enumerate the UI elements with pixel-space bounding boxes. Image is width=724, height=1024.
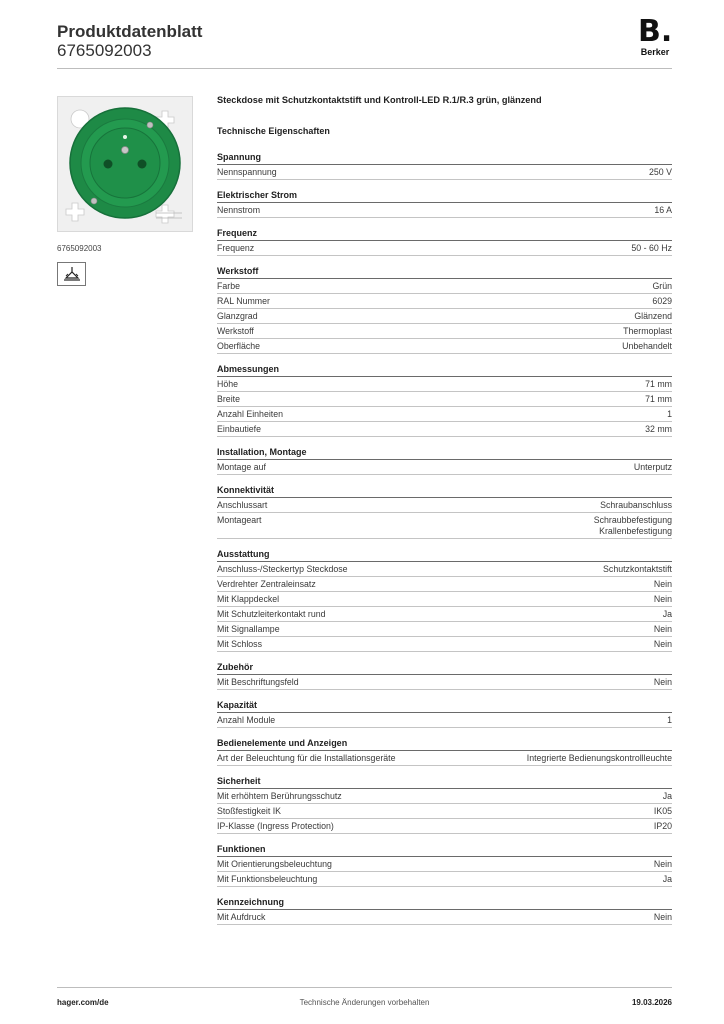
page-footer xyxy=(57,987,672,1016)
property-row xyxy=(217,789,672,804)
property-label: Montage auf xyxy=(217,462,266,472)
property-value-line: Nein xyxy=(653,594,672,604)
properties-heading: Technische Eigenschaften xyxy=(217,126,330,136)
property-value xyxy=(645,424,672,435)
property-label: Mit Beschriftungsfeld xyxy=(217,677,299,687)
property-value-line: Ja xyxy=(662,791,672,801)
property-value-line: Nein xyxy=(653,639,672,649)
property-value-line: Nein xyxy=(653,579,672,589)
document-number: 6765092003 xyxy=(57,41,152,60)
property-row xyxy=(217,513,672,539)
section-title: Spannung xyxy=(217,152,672,165)
footer-note: Technische Änderungen vorbehalten xyxy=(299,998,430,1007)
property-label: IP-Klasse (Ingress Protection) xyxy=(217,821,334,831)
property-label: Farbe xyxy=(217,281,240,291)
property-value xyxy=(600,500,672,511)
property-row xyxy=(217,203,672,218)
property-value-line: 71 mm xyxy=(645,379,672,389)
property-row xyxy=(217,377,672,392)
property-value xyxy=(654,821,672,832)
property-section xyxy=(217,266,672,354)
property-section xyxy=(217,662,672,690)
section-title: Abmessungen xyxy=(217,364,672,377)
property-value xyxy=(663,609,672,620)
property-row xyxy=(217,165,672,180)
property-label: Verdrehter Zentraleinsatz xyxy=(217,579,316,589)
property-value xyxy=(623,326,672,337)
property-row xyxy=(217,804,672,819)
property-row xyxy=(217,592,672,607)
section-title: Installation, Montage xyxy=(217,447,672,460)
section-title: Konnektivität xyxy=(217,485,672,498)
property-value xyxy=(631,243,672,254)
property-value-line: IK05 xyxy=(653,806,672,816)
property-value-line: Schraubbefestigung xyxy=(593,515,672,525)
property-row xyxy=(217,407,672,422)
property-value xyxy=(527,753,672,764)
product-image xyxy=(57,96,193,232)
property-value xyxy=(654,624,672,635)
property-value-line: Unterputz xyxy=(633,462,672,472)
section-title: Sicherheit xyxy=(217,776,672,789)
property-sections xyxy=(217,152,672,925)
property-row xyxy=(217,498,672,513)
property-value xyxy=(667,409,672,420)
property-label: Mit Klappdeckel xyxy=(217,594,280,604)
property-value-line: Integrierte Bedienungskontrollleuchte xyxy=(526,753,672,763)
property-label: Mit Schutzleiterkontakt rund xyxy=(217,609,326,619)
property-value xyxy=(663,874,672,885)
property-label: Höhe xyxy=(217,379,239,389)
property-label: Mit Schloss xyxy=(217,639,262,649)
property-value-line: Schraubanschluss xyxy=(600,500,672,510)
property-label: Mit Signallampe xyxy=(217,624,280,634)
property-value xyxy=(654,205,672,216)
property-label: Nennspannung xyxy=(217,167,277,177)
footer-date: 19.03.2026 xyxy=(631,998,672,1007)
property-section xyxy=(217,776,672,834)
property-value-line: Schutzkontaktstift xyxy=(603,564,672,574)
property-label: Werkstoff xyxy=(217,326,254,336)
property-section xyxy=(217,549,672,652)
property-value-line: IP20 xyxy=(653,821,672,831)
property-label: Anzahl Einheiten xyxy=(217,409,284,419)
property-value-line: Nein xyxy=(653,624,672,634)
section-title: Kapazität xyxy=(217,700,672,713)
property-row xyxy=(217,460,672,475)
section-title: Kennzeichnung xyxy=(217,897,672,910)
property-value xyxy=(654,677,672,688)
property-label: Anzahl Module xyxy=(217,715,276,725)
property-label: Glanzgrad xyxy=(217,311,258,321)
section-title: Zubehör xyxy=(217,662,672,675)
property-value xyxy=(654,859,672,870)
property-value-line: 50 - 60 Hz xyxy=(631,243,672,253)
property-label: Stoßfestigkeit IK xyxy=(217,806,282,816)
property-label: Mit Aufdruck xyxy=(217,912,266,922)
property-value-line: 32 mm xyxy=(645,424,672,434)
property-row xyxy=(217,241,672,256)
property-value xyxy=(649,167,672,178)
property-value xyxy=(654,806,672,817)
property-value xyxy=(654,579,672,590)
property-label: Nennstrom xyxy=(217,205,261,215)
property-row xyxy=(217,872,672,887)
section-title: Funktionen xyxy=(217,844,672,857)
property-label: Breite xyxy=(217,394,240,404)
property-row xyxy=(217,392,672,407)
property-value xyxy=(645,394,672,405)
property-label: Mit Funktionsbeleuchtung xyxy=(217,874,318,884)
property-value-line: 250 V xyxy=(649,167,672,177)
property-value xyxy=(645,379,672,390)
property-row xyxy=(217,562,672,577)
property-value xyxy=(634,311,672,322)
property-value-line: 1 xyxy=(667,715,672,725)
installation-symbol-icon xyxy=(57,262,86,286)
property-label: Anschlussart xyxy=(217,500,268,510)
property-value-line: 6029 xyxy=(652,296,672,306)
property-row xyxy=(217,910,672,925)
footer-website: hager.com/de xyxy=(57,998,109,1007)
berker-logo xyxy=(638,14,673,57)
property-row xyxy=(217,713,672,728)
property-section xyxy=(217,447,672,475)
property-value-line: Krallenbefestigung xyxy=(599,526,672,536)
page-header xyxy=(57,14,673,69)
property-row xyxy=(217,637,672,652)
property-section xyxy=(217,738,672,766)
property-value-line: Nein xyxy=(653,912,672,922)
property-value xyxy=(634,462,672,473)
property-row xyxy=(217,324,672,339)
property-label: Anschluss-/Steckertyp Steckdose xyxy=(217,564,348,574)
property-value-line: Nein xyxy=(653,677,672,687)
property-section xyxy=(217,485,672,539)
datasheet-content xyxy=(217,95,672,925)
property-section xyxy=(217,190,672,218)
property-value-line: Ja xyxy=(662,874,672,884)
section-title: Elektrischer Strom xyxy=(217,190,672,203)
logo-text: Berker xyxy=(640,47,670,57)
property-value xyxy=(622,341,672,352)
property-value xyxy=(667,715,672,726)
property-row xyxy=(217,622,672,637)
property-label: Oberfläche xyxy=(217,341,261,351)
property-label: Einbautiefe xyxy=(217,424,262,434)
property-label: Art der Beleuchtung für die Installationsgeräte xyxy=(217,753,396,763)
property-value-line: Glänzend xyxy=(634,311,672,321)
property-row xyxy=(217,751,672,766)
property-value xyxy=(594,515,672,537)
property-value-line: Ja xyxy=(662,609,672,619)
image-caption: 6765092003 xyxy=(57,244,102,253)
property-section xyxy=(217,700,672,728)
property-section xyxy=(217,364,672,437)
property-label: Montageart xyxy=(217,515,262,525)
property-row xyxy=(217,857,672,872)
property-label: Frequenz xyxy=(217,243,255,253)
property-value-line: 71 mm xyxy=(645,394,672,404)
property-section xyxy=(217,152,672,180)
property-row xyxy=(217,339,672,354)
property-value xyxy=(654,912,672,923)
property-row xyxy=(217,294,672,309)
section-title: Frequenz xyxy=(217,228,672,241)
property-value xyxy=(663,791,672,802)
property-row xyxy=(217,607,672,622)
property-row xyxy=(217,675,672,690)
property-value-line: 16 A xyxy=(654,205,672,215)
property-value-line: Grün xyxy=(652,281,672,291)
property-value-line: Unbehandelt xyxy=(622,341,672,351)
property-section xyxy=(217,228,672,256)
document-title: Produktdatenblatt xyxy=(57,22,203,41)
property-value xyxy=(654,594,672,605)
property-label: Mit Orientierungsbeleuchtung xyxy=(217,859,332,869)
property-label: RAL Nummer xyxy=(217,296,270,306)
property-row xyxy=(217,577,672,592)
property-row xyxy=(217,279,672,294)
section-title: Ausstattung xyxy=(217,549,672,562)
property-section xyxy=(217,844,672,887)
logo-mark: B. xyxy=(638,14,673,49)
product-title: Steckdose mit Schutzkontaktstift und Kontroll-LED R.1/R.3 grün, glänzend xyxy=(217,95,542,105)
property-row xyxy=(217,309,672,324)
property-row xyxy=(217,422,672,437)
property-value xyxy=(654,639,672,650)
property-row xyxy=(217,819,672,834)
property-value xyxy=(652,281,672,292)
property-value-line: Thermoplast xyxy=(623,326,672,336)
property-value-line: 1 xyxy=(667,409,672,419)
property-value xyxy=(652,296,672,307)
section-title: Werkstoff xyxy=(217,266,672,279)
property-value-line: Nein xyxy=(653,859,672,869)
property-label: Mit erhöhtem Berührungsschutz xyxy=(217,791,342,801)
property-section xyxy=(217,897,672,925)
property-value xyxy=(603,564,672,575)
section-title: Bedienelemente und Anzeigen xyxy=(217,738,672,751)
